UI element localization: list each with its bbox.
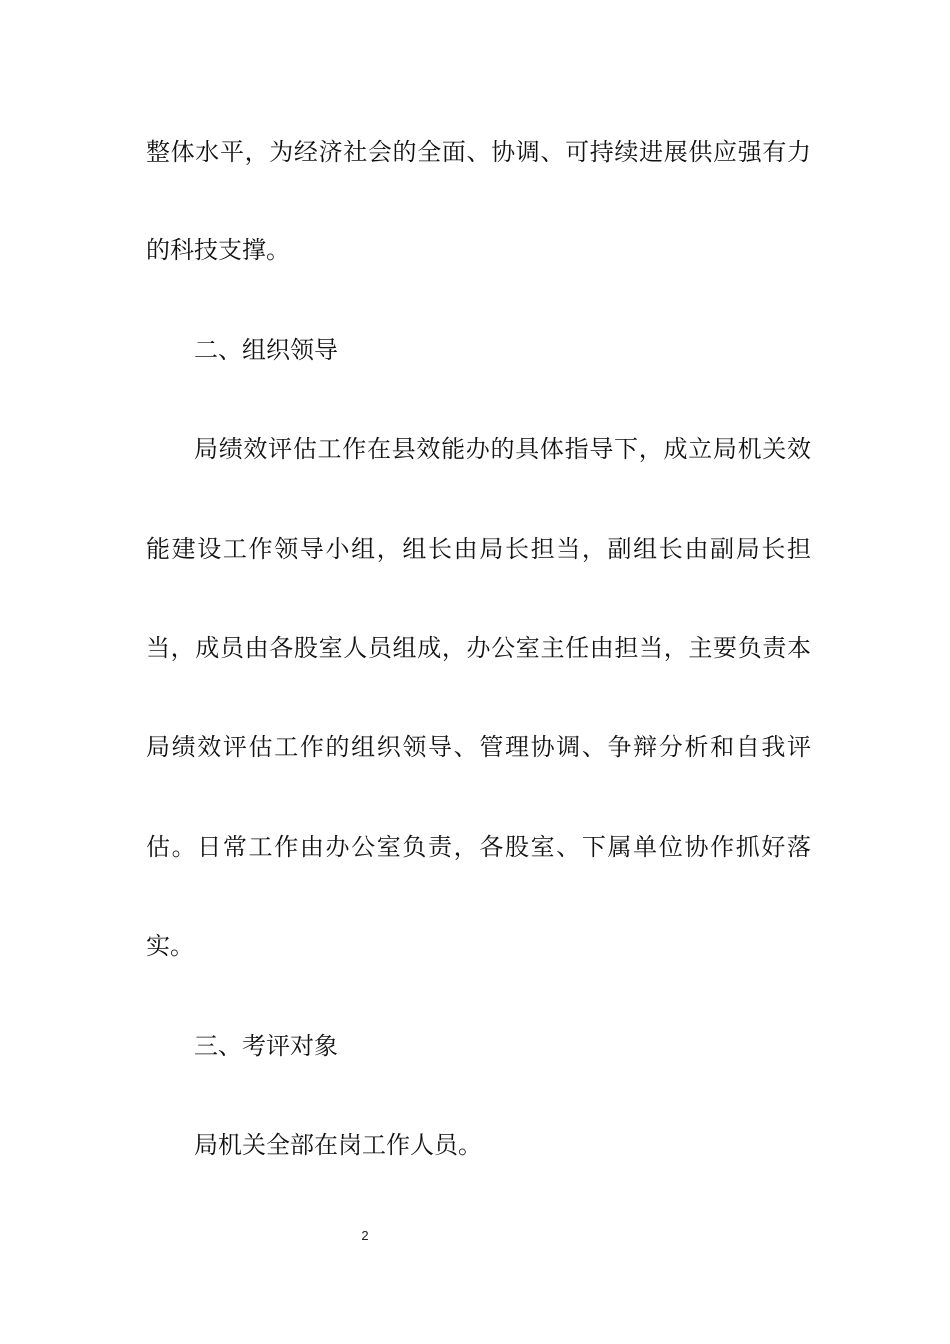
paragraph-line: 局机关全部在岗工作人员。 — [194, 1131, 482, 1159]
page-number: 2 — [361, 1228, 369, 1243]
section-heading: 二、组织领导 — [194, 336, 338, 364]
paragraph-line: 估。日常工作由办公室负责，各股室、下属单位协作抓好落 — [146, 833, 811, 861]
paragraph-line: 当，成员由各股室人员组成，办公室主任由担当，主要负责本 — [146, 634, 811, 662]
paragraph-line: 实。 — [146, 932, 194, 960]
paragraph-line: 的科技支撑。 — [146, 236, 290, 264]
section-heading: 三、考评对象 — [194, 1032, 338, 1060]
paragraph-line: 局绩效评估工作在县效能办的具体指导下，成立局机关效 — [194, 435, 811, 463]
paragraph-line: 整体水平，为经济社会的全面、协调、可持续进展供应强有力 — [146, 138, 811, 166]
paragraph-line: 局绩效评估工作的组织领导、管理协调、争辩分析和自我评 — [146, 733, 811, 761]
paragraph-line: 能建设工作领导小组，组长由局长担当，副组长由副局长担 — [146, 535, 811, 563]
